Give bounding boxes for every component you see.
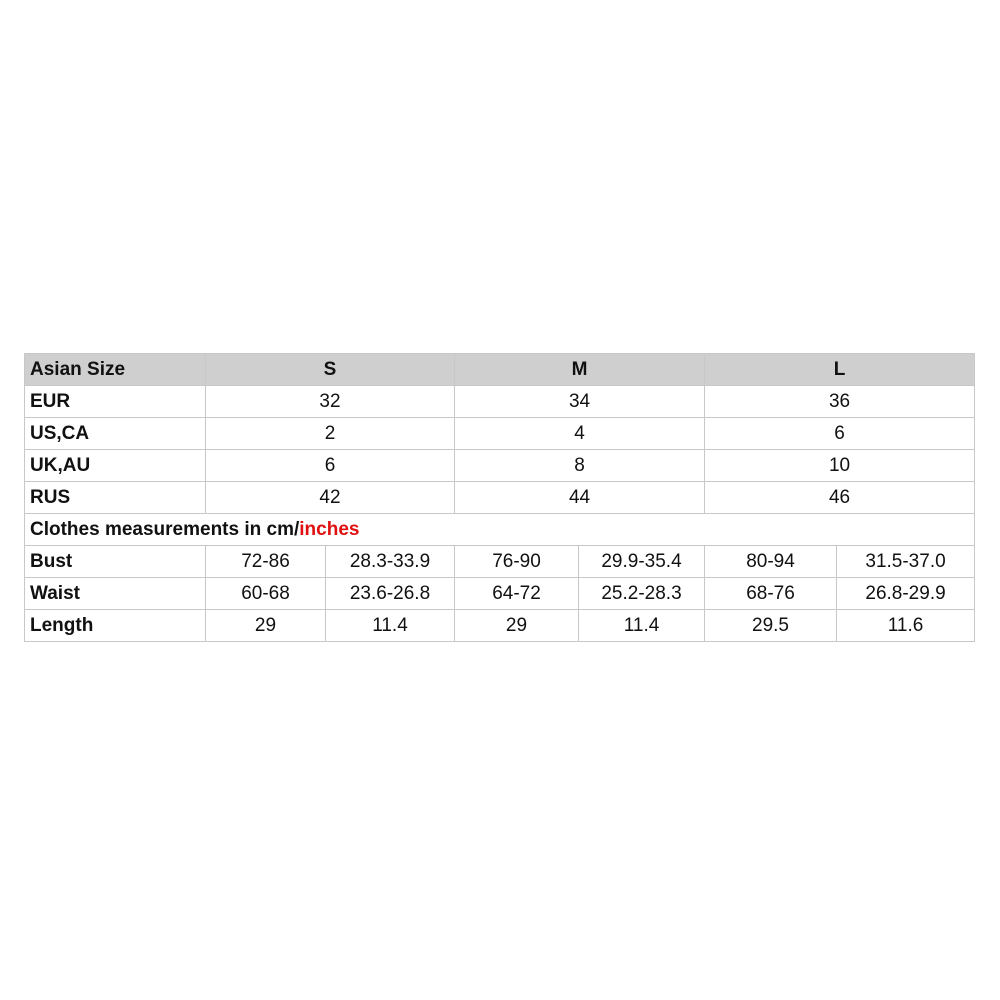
cell-value: 4	[455, 418, 705, 450]
cell-value: 6	[206, 450, 455, 482]
row-label: Bust	[25, 546, 206, 578]
cell-cm: 64-72	[455, 578, 579, 610]
size-chart	[24, 353, 974, 642]
table-row	[25, 578, 975, 610]
cell-inches: 31.5-37.0	[837, 546, 975, 578]
section-title-highlight: inches	[299, 518, 360, 540]
size-table	[24, 353, 975, 642]
size-l-header: L	[705, 354, 975, 386]
cell-cm: 60-68	[206, 578, 326, 610]
header-label: Asian Size	[25, 354, 206, 386]
table-row	[25, 546, 975, 578]
cell-inches: 11.4	[579, 610, 705, 642]
cell-cm: 29	[455, 610, 579, 642]
cell-cm: 76-90	[455, 546, 579, 578]
cell-inches: 28.3-33.9	[326, 546, 455, 578]
row-label: US,CA	[25, 418, 206, 450]
cell-value: 44	[455, 482, 705, 514]
cell-inches: 23.6-26.8	[326, 578, 455, 610]
cell-value: 36	[705, 386, 975, 418]
row-label: EUR	[25, 386, 206, 418]
table-row	[25, 450, 975, 482]
row-label: Waist	[25, 578, 206, 610]
section-row	[25, 514, 975, 546]
cell-value: 32	[206, 386, 455, 418]
cell-cm: 68-76	[705, 578, 837, 610]
table-row	[25, 386, 975, 418]
cell-value: 10	[705, 450, 975, 482]
cell-inches: 29.9-35.4	[579, 546, 705, 578]
table-row	[25, 418, 975, 450]
section-title	[25, 514, 975, 546]
cell-inches: 25.2-28.3	[579, 578, 705, 610]
cell-value: 42	[206, 482, 455, 514]
cell-cm: 29.5	[705, 610, 837, 642]
size-s-header: S	[206, 354, 455, 386]
cell-inches: 11.6	[837, 610, 975, 642]
cell-value: 46	[705, 482, 975, 514]
cell-value: 2	[206, 418, 455, 450]
cell-cm: 80-94	[705, 546, 837, 578]
row-label: RUS	[25, 482, 206, 514]
cell-inches: 26.8-29.9	[837, 578, 975, 610]
cell-value: 6	[705, 418, 975, 450]
size-m-header: M	[455, 354, 705, 386]
cell-value: 34	[455, 386, 705, 418]
table-row	[25, 482, 975, 514]
row-label: UK,AU	[25, 450, 206, 482]
cell-cm: 29	[206, 610, 326, 642]
section-title-prefix: Clothes measurements in cm/	[30, 518, 300, 540]
table-row	[25, 610, 975, 642]
row-label: Length	[25, 610, 206, 642]
cell-inches: 11.4	[326, 610, 455, 642]
cell-value: 8	[455, 450, 705, 482]
header-row	[25, 354, 975, 386]
cell-cm: 72-86	[206, 546, 326, 578]
